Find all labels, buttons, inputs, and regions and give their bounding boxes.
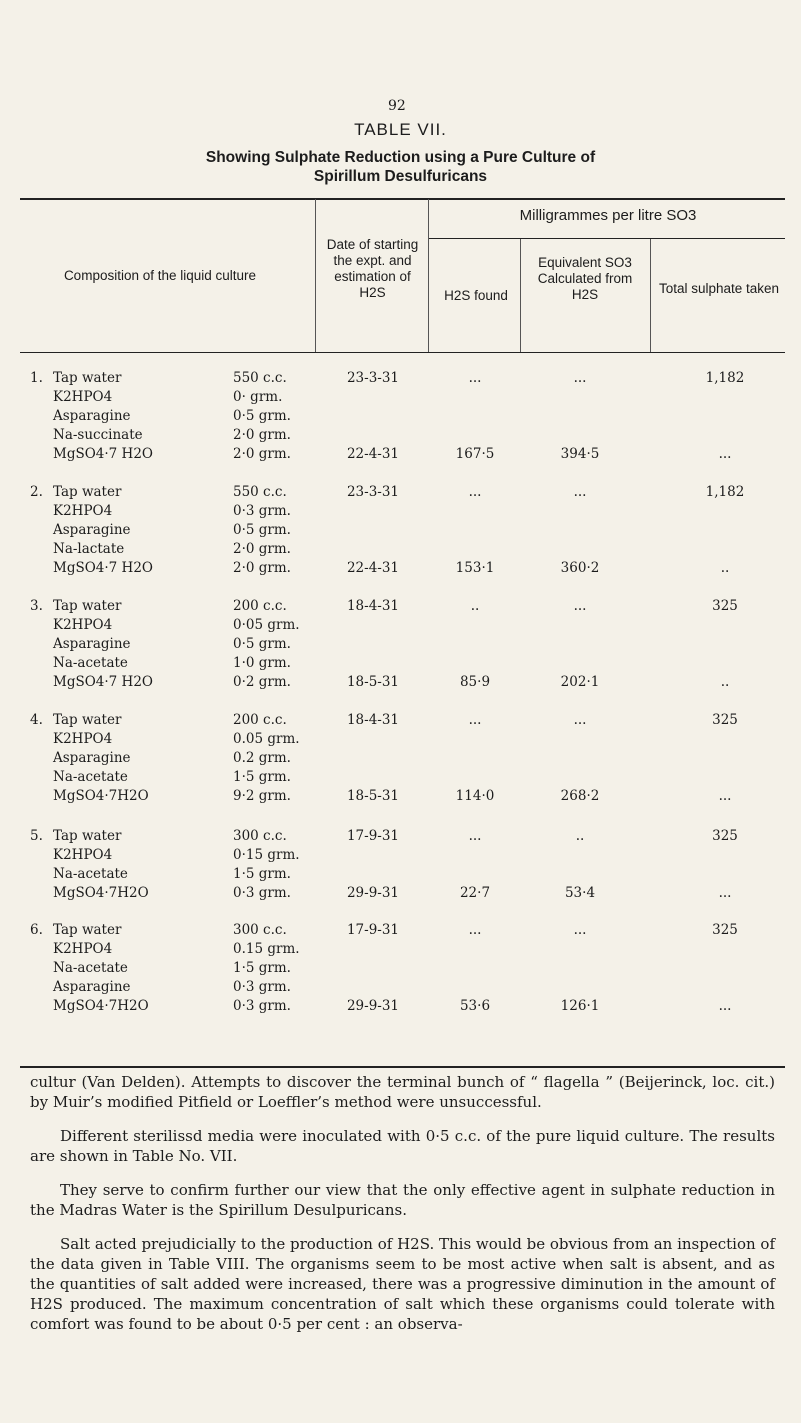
row-number: 1. <box>30 370 43 386</box>
total-start-value: 325 <box>712 828 738 844</box>
ingredient-name: Na-acetate <box>53 866 128 882</box>
ingredient-name: K2HPO4 <box>53 617 113 633</box>
subheader-rule <box>428 238 785 239</box>
date-end-value: 18-5-31 <box>346 788 400 804</box>
ingredient-line <box>53 446 353 465</box>
date-end-value: 22-4-31 <box>346 446 400 462</box>
date-end-value: 18-5-31 <box>346 674 400 690</box>
ingredient-line <box>53 847 353 866</box>
subtitle-line-2: Spirillum Desulfuricans <box>313 168 488 185</box>
column-divider <box>315 199 316 352</box>
ingredient-amount: 9·2 grm. <box>233 788 291 804</box>
ingredient-amount: 300 c.c. <box>233 922 287 938</box>
ingredient-line <box>53 788 353 807</box>
ingredient-name: K2HPO4 <box>53 389 113 405</box>
ingredient-name: Na-succinate <box>53 427 143 443</box>
header-date: Date of starting the expt. and estimation of H2S <box>326 237 419 300</box>
row-number: 3. <box>30 598 43 614</box>
total-end-value: .. <box>720 560 730 576</box>
total-end-value: ... <box>718 446 732 462</box>
ingredient-name: Na-acetate <box>53 960 128 976</box>
header-composition: Composition of the liquid culture <box>63 268 257 283</box>
total-start-value: 1,182 <box>705 484 745 500</box>
column-divider <box>650 239 651 352</box>
table-bottom-rule <box>20 1066 785 1068</box>
ingredient-amount: 550 c.c. <box>233 484 287 500</box>
total-start-value: 325 <box>712 922 738 938</box>
ingredient-amount: 0·3 grm. <box>233 998 291 1014</box>
h2s-end-value: 53·6 <box>459 998 491 1014</box>
ingredient-name: Tap water <box>53 370 122 386</box>
ingredient-amount: 2·0 grm. <box>233 541 291 557</box>
table-subtitle <box>0 148 801 186</box>
ingredient-amount: 2·0 grm. <box>233 427 291 443</box>
table-title: TABLE VII. <box>354 120 447 139</box>
ingredient-name: MgSO4·7 H2O <box>53 446 153 462</box>
header-bottom-rule <box>20 352 785 353</box>
ingredient-amount: 1·5 grm. <box>233 960 291 976</box>
ingredient-list <box>53 484 353 579</box>
row-number: 2. <box>30 484 43 500</box>
eq-start-value: ... <box>573 484 587 500</box>
total-end-value: ... <box>718 998 732 1014</box>
header-total: Total sulphate taken <box>658 281 780 296</box>
ingredient-amount: 0·2 grm. <box>233 674 291 690</box>
ingredient-amount: 1·5 grm. <box>233 769 291 785</box>
column-divider <box>520 239 521 352</box>
ingredient-name: Asparagine <box>53 408 131 424</box>
total-start-value: 325 <box>712 712 738 728</box>
date-end-value: 29-9-31 <box>346 885 400 901</box>
date-start-value: 23-3-31 <box>346 370 400 386</box>
ingredient-amount: 550 c.c. <box>233 370 287 386</box>
ingredient-name: Tap water <box>53 712 122 728</box>
date-start-value: 18-4-31 <box>346 598 400 614</box>
ingredient-amount: 0·05 grm. <box>233 617 300 633</box>
row-number: 5. <box>30 828 43 844</box>
ingredient-amount: 200 c.c. <box>233 598 287 614</box>
ingredient-amount: 0·3 grm. <box>233 503 291 519</box>
ingredient-line <box>53 731 353 750</box>
ingredient-line <box>53 503 353 522</box>
eq-start-value: ... <box>573 922 587 938</box>
h2s-start-value: ... <box>468 484 482 500</box>
ingredient-name: MgSO4·7H2O <box>53 998 149 1014</box>
ingredient-list <box>53 712 353 807</box>
eq-end-value: 202·1 <box>560 674 600 690</box>
h2s-start-value: ... <box>468 828 482 844</box>
ingredient-name: MgSO4·7 H2O <box>53 674 153 690</box>
ingredient-name: Asparagine <box>53 636 131 652</box>
column-divider <box>428 199 429 352</box>
h2s-start-value: ... <box>468 370 482 386</box>
ingredient-name: Na-lactate <box>53 541 125 557</box>
h2s-start-value: ... <box>468 922 482 938</box>
ingredient-name: K2HPO4 <box>53 847 113 863</box>
h2s-end-value: 85·9 <box>459 674 491 690</box>
ingredient-line <box>53 922 353 941</box>
ingredient-line <box>53 960 353 979</box>
total-end-value: ... <box>718 788 732 804</box>
ingredient-line <box>53 370 353 389</box>
ingredient-line <box>53 617 353 636</box>
ingredient-line <box>53 522 353 541</box>
h2s-start-value: ... <box>468 712 482 728</box>
ingredient-amount: 0· grm. <box>233 389 283 405</box>
h2s-end-value: 114·0 <box>455 788 495 804</box>
ingredient-name: Asparagine <box>53 750 131 766</box>
row-number: 6. <box>30 922 43 938</box>
header-h2s-found: H2S found <box>444 288 508 303</box>
ingredient-line <box>53 712 353 731</box>
ingredient-name: Tap water <box>53 922 122 938</box>
eq-start-value: .. <box>575 828 585 844</box>
eq-end-value: 53·4 <box>564 885 596 901</box>
ingredient-line <box>53 866 353 885</box>
header-milligrammes: Milligrammes per litre SO3 <box>519 207 697 224</box>
ingredient-name: Na-acetate <box>53 769 128 785</box>
ingredient-line <box>53 598 353 617</box>
paragraph: They serve to confirm further our view that the only effective agent in sulphate reduction in the Madras Water is the Spirillum Desulpuricans. <box>30 1181 775 1219</box>
ingredient-line <box>53 427 353 446</box>
ingredient-line <box>53 885 353 904</box>
ingredient-amount: 0·5 grm. <box>233 408 291 424</box>
ingredient-name: Asparagine <box>53 522 131 538</box>
eq-start-value: ... <box>573 712 587 728</box>
ingredient-amount: 1·0 grm. <box>233 655 291 671</box>
paragraph: Salt acted prejudicially to the production of H2S. This would be obvious from an inspection of the data given in Table VIII. The organisms seem to be most active when salt is absent, and as the quantities of salt added were increased, there was a progressive diminution in the amount of H2S produced. The maximum concentration of salt which these organisms could tolerate with comfort was found to be about 0·5 per cent : an observa- <box>30 1235 775 1333</box>
ingredient-name: K2HPO4 <box>53 731 113 747</box>
date-start-value: 18-4-31 <box>346 712 400 728</box>
ingredient-line <box>53 979 353 998</box>
ingredient-line <box>53 408 353 427</box>
ingredient-list <box>53 598 353 693</box>
date-start-value: 23-3-31 <box>346 484 400 500</box>
header-equivalent: Equivalent SO3 Calculated from H2S <box>537 255 633 302</box>
ingredient-amount: 0·5 grm. <box>233 522 291 538</box>
ingredient-list <box>53 370 353 465</box>
ingredient-name: Tap water <box>53 828 122 844</box>
subtitle-line-1: Showing Sulphate Reduction using a Pure Culture of <box>205 149 596 166</box>
ingredient-amount: 0.15 grm. <box>233 941 300 957</box>
ingredient-name: Tap water <box>53 484 122 500</box>
ingredient-line <box>53 674 353 693</box>
eq-end-value: 394·5 <box>560 446 600 462</box>
eq-end-value: 360·2 <box>560 560 600 576</box>
page-number: 92 <box>388 98 406 114</box>
ingredient-amount: 0·5 grm. <box>233 636 291 652</box>
ingredient-name: K2HPO4 <box>53 941 113 957</box>
body-text <box>30 1072 775 1348</box>
ingredient-name: Na-acetate <box>53 655 128 671</box>
ingredient-name: MgSO4·7 H2O <box>53 560 153 576</box>
ingredient-line <box>53 541 353 560</box>
paragraph: cultur (Van Delden). Attempts to discover the terminal bunch of “ flagella ” (Beijerinck, loc. cit.) by Muir’s modified Pitfield or Loeffler’s method were unsuccessful. <box>30 1073 775 1111</box>
h2s-end-value: 153·1 <box>455 560 495 576</box>
ingredient-amount: 0·3 grm. <box>233 885 291 901</box>
ingredient-amount: 0.2 grm. <box>233 750 291 766</box>
ingredient-list <box>53 828 353 904</box>
eq-end-value: 126·1 <box>560 998 600 1014</box>
ingredient-name: MgSO4·7H2O <box>53 885 149 901</box>
ingredient-name: Tap water <box>53 598 122 614</box>
ingredient-line <box>53 998 353 1017</box>
h2s-end-value: 167·5 <box>455 446 495 462</box>
ingredient-amount: 0.05 grm. <box>233 731 300 747</box>
ingredient-line <box>53 941 353 960</box>
ingredient-amount: 300 c.c. <box>233 828 287 844</box>
total-start-value: 325 <box>712 598 738 614</box>
paragraph: Different sterilissd media were inoculated with 0·5 c.c. of the pure liquid culture. The results are shown in Table No. VII. <box>30 1127 775 1165</box>
date-end-value: 29-9-31 <box>346 998 400 1014</box>
ingredient-name: K2HPO4 <box>53 503 113 519</box>
ingredient-amount: 2·0 grm. <box>233 446 291 462</box>
ingredient-line <box>53 560 353 579</box>
total-end-value: .. <box>720 674 730 690</box>
ingredient-line <box>53 828 353 847</box>
date-end-value: 22-4-31 <box>346 560 400 576</box>
ingredient-name: MgSO4·7H2O <box>53 788 149 804</box>
ingredient-line <box>53 655 353 674</box>
ingredient-line <box>53 389 353 408</box>
date-start-value: 17-9-31 <box>346 828 400 844</box>
ingredient-amount: 1·5 grm. <box>233 866 291 882</box>
eq-start-value: ... <box>573 598 587 614</box>
date-start-value: 17-9-31 <box>346 922 400 938</box>
eq-start-value: ... <box>573 370 587 386</box>
ingredient-amount: 2·0 grm. <box>233 560 291 576</box>
ingredient-line <box>53 769 353 788</box>
ingredient-amount: 0·15 grm. <box>233 847 300 863</box>
h2s-end-value: 22·7 <box>459 885 491 901</box>
h2s-start-value: .. <box>470 598 480 614</box>
ingredient-line <box>53 484 353 503</box>
total-start-value: 1,182 <box>705 370 745 386</box>
ingredient-line <box>53 750 353 769</box>
ingredient-amount: 200 c.c. <box>233 712 287 728</box>
row-number: 4. <box>30 712 43 728</box>
ingredient-amount: 0·3 grm. <box>233 979 291 995</box>
ingredient-line <box>53 636 353 655</box>
ingredient-list <box>53 922 353 1017</box>
table-top-rule <box>20 198 785 200</box>
total-end-value: ... <box>718 885 732 901</box>
ingredient-name: Asparagine <box>53 979 131 995</box>
eq-end-value: 268·2 <box>560 788 600 804</box>
